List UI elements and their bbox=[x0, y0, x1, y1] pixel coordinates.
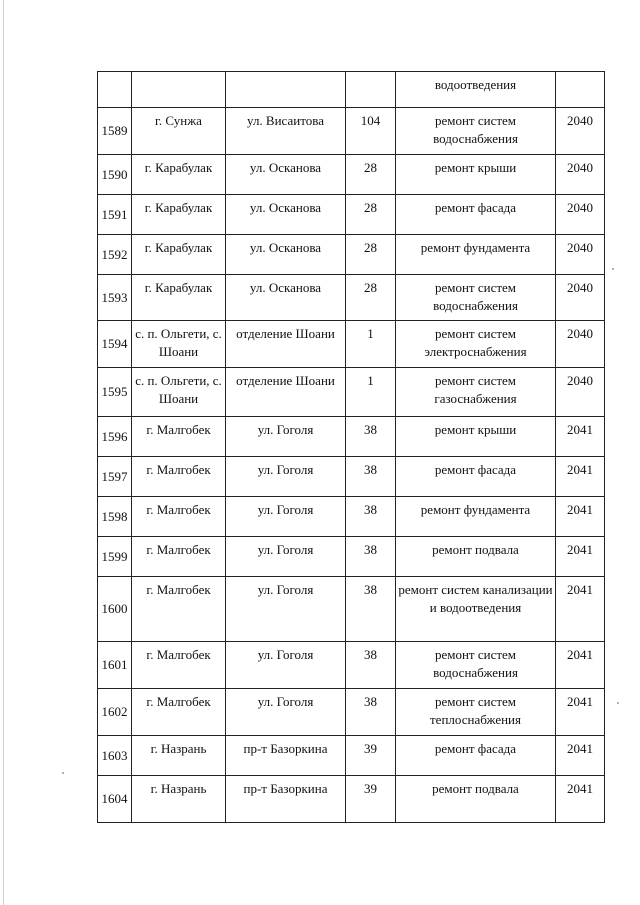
street-cell: ул. Осканова bbox=[226, 235, 346, 275]
work-type-cell: ремонт подвала bbox=[396, 537, 556, 577]
work-type-cell: ремонт фундамента bbox=[396, 235, 556, 275]
year-cell: 2041 bbox=[556, 577, 605, 642]
year-cell: 2040 bbox=[556, 275, 605, 321]
work-type-cell: ремонт фасада bbox=[396, 195, 556, 235]
year-cell: 2040 bbox=[556, 195, 605, 235]
work-type-cell: водоотведения bbox=[396, 72, 556, 108]
street-cell: ул. Гоголя bbox=[226, 642, 346, 689]
street-cell: ул. Осканова bbox=[226, 275, 346, 321]
year-cell: 2040 bbox=[556, 368, 605, 417]
house-number-cell: 39 bbox=[346, 736, 396, 776]
work-type-cell: ремонт крыши bbox=[396, 155, 556, 195]
settlement-cell: г. Карабулак bbox=[132, 155, 226, 195]
row-number-cell: 1600 bbox=[98, 577, 132, 642]
year-cell: 2041 bbox=[556, 689, 605, 736]
house-number-cell: 38 bbox=[346, 577, 396, 642]
street-cell: ул. Осканова bbox=[226, 155, 346, 195]
work-type-cell: ремонт систем водоснабжения bbox=[396, 108, 556, 155]
street-cell: ул. Гоголя bbox=[226, 537, 346, 577]
year-cell: 2040 bbox=[556, 155, 605, 195]
house-number-cell: 38 bbox=[346, 497, 396, 537]
scan-speck bbox=[617, 702, 619, 704]
year-cell: 2040 bbox=[556, 235, 605, 275]
table-row bbox=[98, 776, 605, 823]
house-number-cell: 38 bbox=[346, 537, 396, 577]
settlement-cell: с. п. Ольгети, с. Шоани bbox=[132, 368, 226, 417]
year-cell: 2041 bbox=[556, 497, 605, 537]
house-number-cell: 1 bbox=[346, 368, 396, 417]
settlement-cell: г. Назрань bbox=[132, 776, 226, 823]
street-cell: отделение Шоани bbox=[226, 368, 346, 417]
work-type-cell: ремонт фасада bbox=[396, 457, 556, 497]
house-number-cell: 28 bbox=[346, 155, 396, 195]
scan-speck bbox=[612, 268, 614, 270]
row-number-cell: 1592 bbox=[98, 235, 132, 275]
year-cell: 2041 bbox=[556, 736, 605, 776]
street-cell: ул. Гоголя bbox=[226, 497, 346, 537]
street-cell: ул. Гоголя bbox=[226, 457, 346, 497]
settlement-cell: г. Карабулак bbox=[132, 195, 226, 235]
street-cell: ул. Осканова bbox=[226, 195, 346, 235]
house-number-cell bbox=[346, 72, 396, 108]
year-cell: 2041 bbox=[556, 642, 605, 689]
work-type-cell: ремонт систем газоснабжения bbox=[396, 368, 556, 417]
work-type-cell: ремонт систем водоснабжения bbox=[396, 642, 556, 689]
table-row bbox=[98, 642, 605, 689]
settlement-cell: г. Назрань bbox=[132, 736, 226, 776]
table-row bbox=[98, 155, 605, 195]
table-row bbox=[98, 457, 605, 497]
year-cell: 2040 bbox=[556, 321, 605, 368]
work-type-cell: ремонт фундамента bbox=[396, 497, 556, 537]
settlement-cell: г. Малгобек bbox=[132, 689, 226, 736]
work-type-cell: ремонт фасада bbox=[396, 736, 556, 776]
row-number-cell: 1589 bbox=[98, 108, 132, 155]
table-row bbox=[98, 736, 605, 776]
settlement-cell: г. Малгобек bbox=[132, 457, 226, 497]
street-cell bbox=[226, 72, 346, 108]
work-type-cell: ремонт систем электроснабжения bbox=[396, 321, 556, 368]
work-type-cell: ремонт крыши bbox=[396, 417, 556, 457]
street-cell: ул. Висаитова bbox=[226, 108, 346, 155]
house-number-cell: 38 bbox=[346, 457, 396, 497]
street-cell: пр-т Базоркина bbox=[226, 736, 346, 776]
settlement-cell: г. Карабулак bbox=[132, 235, 226, 275]
row-number-cell: 1602 bbox=[98, 689, 132, 736]
house-number-cell: 39 bbox=[346, 776, 396, 823]
table-row bbox=[98, 275, 605, 321]
work-type-cell: ремонт систем водоснабжения bbox=[396, 275, 556, 321]
year-cell bbox=[556, 72, 605, 108]
row-number-cell: 1598 bbox=[98, 497, 132, 537]
row-number-cell: 1599 bbox=[98, 537, 132, 577]
house-number-cell: 28 bbox=[346, 275, 396, 321]
row-number-cell: 1604 bbox=[98, 776, 132, 823]
row-number-cell: 1593 bbox=[98, 275, 132, 321]
settlement-cell: г. Карабулак bbox=[132, 275, 226, 321]
table-row bbox=[98, 497, 605, 537]
scan-margin-line bbox=[3, 0, 4, 905]
table-row bbox=[98, 417, 605, 457]
settlement-cell: с. п. Ольгети, с. Шоани bbox=[132, 321, 226, 368]
year-cell: 2041 bbox=[556, 537, 605, 577]
row-number-cell: 1597 bbox=[98, 457, 132, 497]
table-row bbox=[98, 235, 605, 275]
row-number-cell: 1591 bbox=[98, 195, 132, 235]
settlement-cell: г. Малгобек bbox=[132, 497, 226, 537]
house-number-cell: 104 bbox=[346, 108, 396, 155]
table-row bbox=[98, 108, 605, 155]
settlement-cell: г. Малгобек bbox=[132, 642, 226, 689]
year-cell: 2041 bbox=[556, 776, 605, 823]
settlement-cell: г. Малгобек bbox=[132, 537, 226, 577]
house-number-cell: 38 bbox=[346, 417, 396, 457]
table-row bbox=[98, 689, 605, 736]
street-cell: ул. Гоголя bbox=[226, 417, 346, 457]
work-type-cell: ремонт систем теплоснабжения bbox=[396, 689, 556, 736]
year-cell: 2040 bbox=[556, 108, 605, 155]
street-cell: ул. Гоголя bbox=[226, 577, 346, 642]
row-number-cell bbox=[98, 72, 132, 108]
house-number-cell: 38 bbox=[346, 689, 396, 736]
house-number-cell: 38 bbox=[346, 642, 396, 689]
settlement-cell: г. Сунжа bbox=[132, 108, 226, 155]
settlement-cell bbox=[132, 72, 226, 108]
work-type-cell: ремонт подвала bbox=[396, 776, 556, 823]
house-number-cell: 1 bbox=[346, 321, 396, 368]
house-number-cell: 28 bbox=[346, 235, 396, 275]
table-row bbox=[98, 577, 605, 642]
settlement-cell: г. Малгобек bbox=[132, 577, 226, 642]
table-row bbox=[98, 321, 605, 368]
street-cell: отделение Шоани bbox=[226, 321, 346, 368]
repair-schedule-table bbox=[97, 71, 605, 823]
table-row bbox=[98, 537, 605, 577]
row-number-cell: 1603 bbox=[98, 736, 132, 776]
table-row bbox=[98, 368, 605, 417]
street-cell: пр-т Базоркина bbox=[226, 776, 346, 823]
scan-speck bbox=[62, 772, 64, 774]
row-number-cell: 1595 bbox=[98, 368, 132, 417]
row-number-cell: 1596 bbox=[98, 417, 132, 457]
year-cell: 2041 bbox=[556, 417, 605, 457]
table-row bbox=[98, 72, 605, 108]
settlement-cell: г. Малгобек bbox=[132, 417, 226, 457]
street-cell: ул. Гоголя bbox=[226, 689, 346, 736]
row-number-cell: 1601 bbox=[98, 642, 132, 689]
table-row bbox=[98, 195, 605, 235]
year-cell: 2041 bbox=[556, 457, 605, 497]
house-number-cell: 28 bbox=[346, 195, 396, 235]
row-number-cell: 1590 bbox=[98, 155, 132, 195]
row-number-cell: 1594 bbox=[98, 321, 132, 368]
work-type-cell: ремонт систем канализации и водоотведения bbox=[396, 577, 556, 642]
